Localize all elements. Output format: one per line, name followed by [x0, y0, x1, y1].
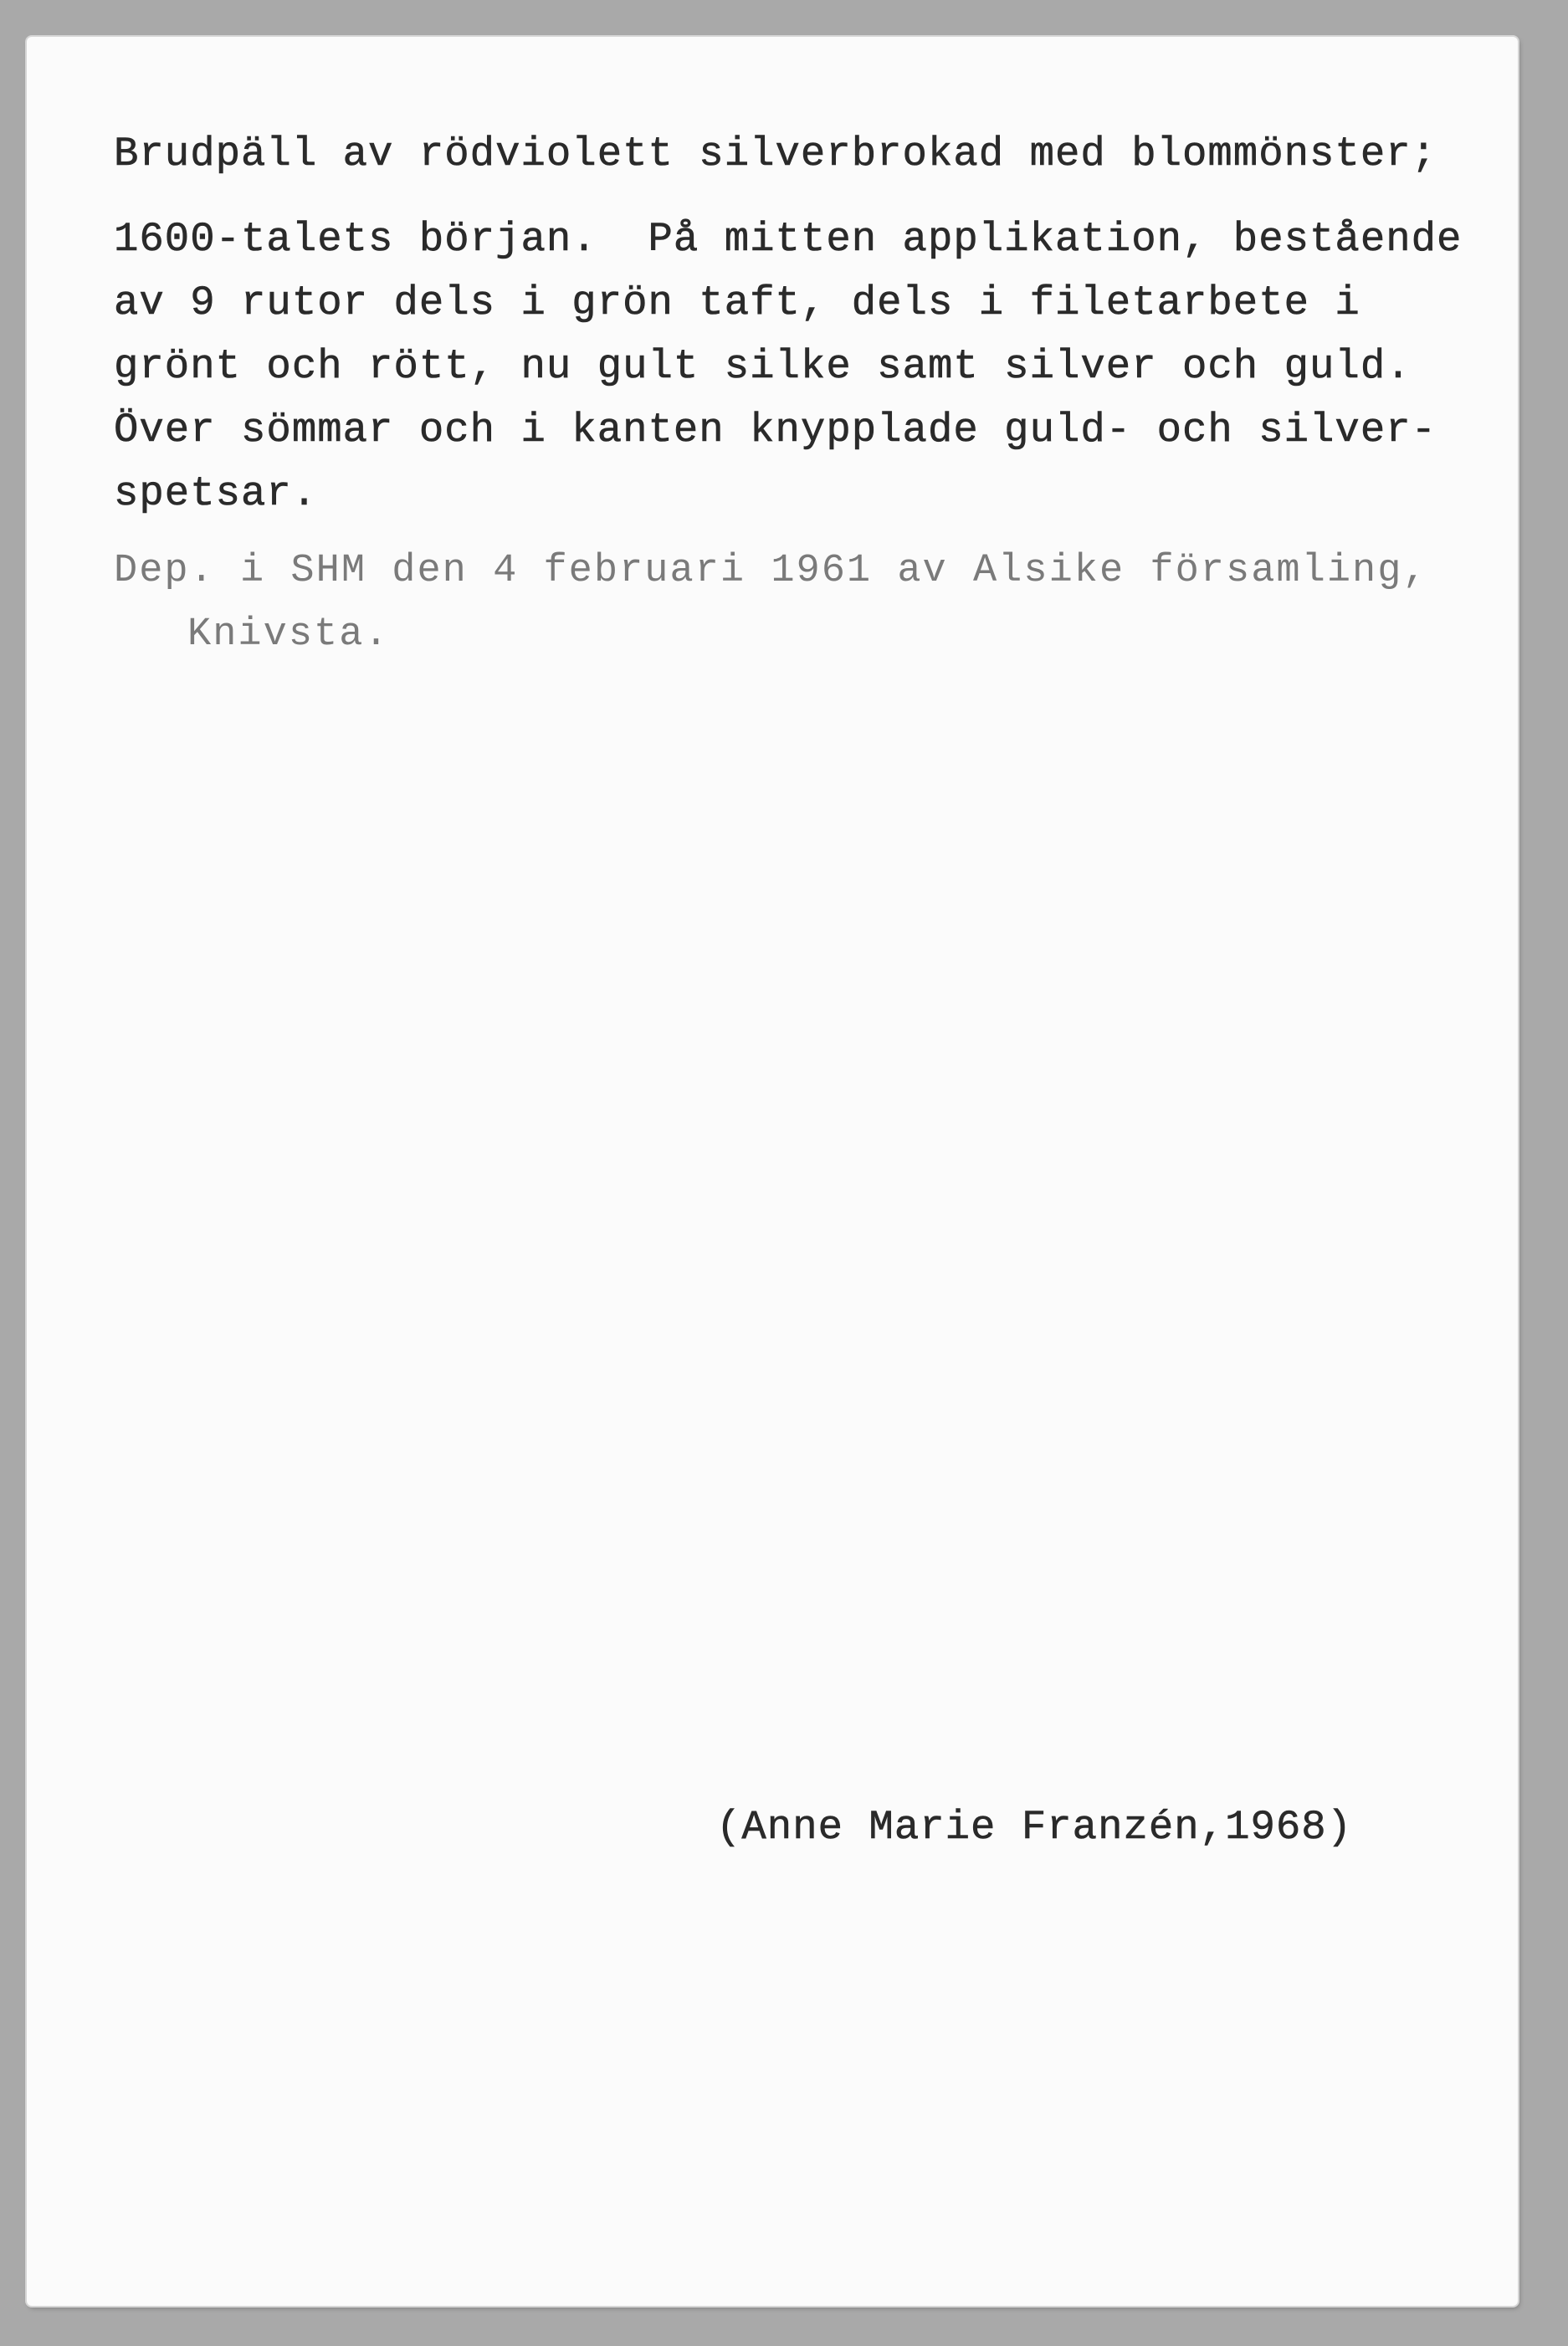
description-line-2: 1600-talets början. På mitten applikation, bestående [114, 216, 1463, 263]
description-line-1: Brudpäll av rödviolett silverbrokad med blommönster; [114, 131, 1437, 177]
attribution: (Anne Marie Franzén,1968) [716, 1804, 1353, 1851]
deposit-line-1: Dep. i SHM den 4 februari 1961 av Alsike församling, [114, 549, 1428, 593]
description-line-4: grönt och rött, nu gult silke samt silver och guld. [114, 343, 1412, 390]
description-line-3: av 9 rutor dels i grön taft, dels i filetarbete i [114, 279, 1360, 326]
description-line-5: Över sömmar och i kanten knypplade guld- och silver- [114, 407, 1437, 453]
description-line-6: spetsar. [114, 470, 318, 517]
catalog-card [27, 37, 1518, 2306]
deposit-line-2: Knivsta. [187, 612, 390, 657]
